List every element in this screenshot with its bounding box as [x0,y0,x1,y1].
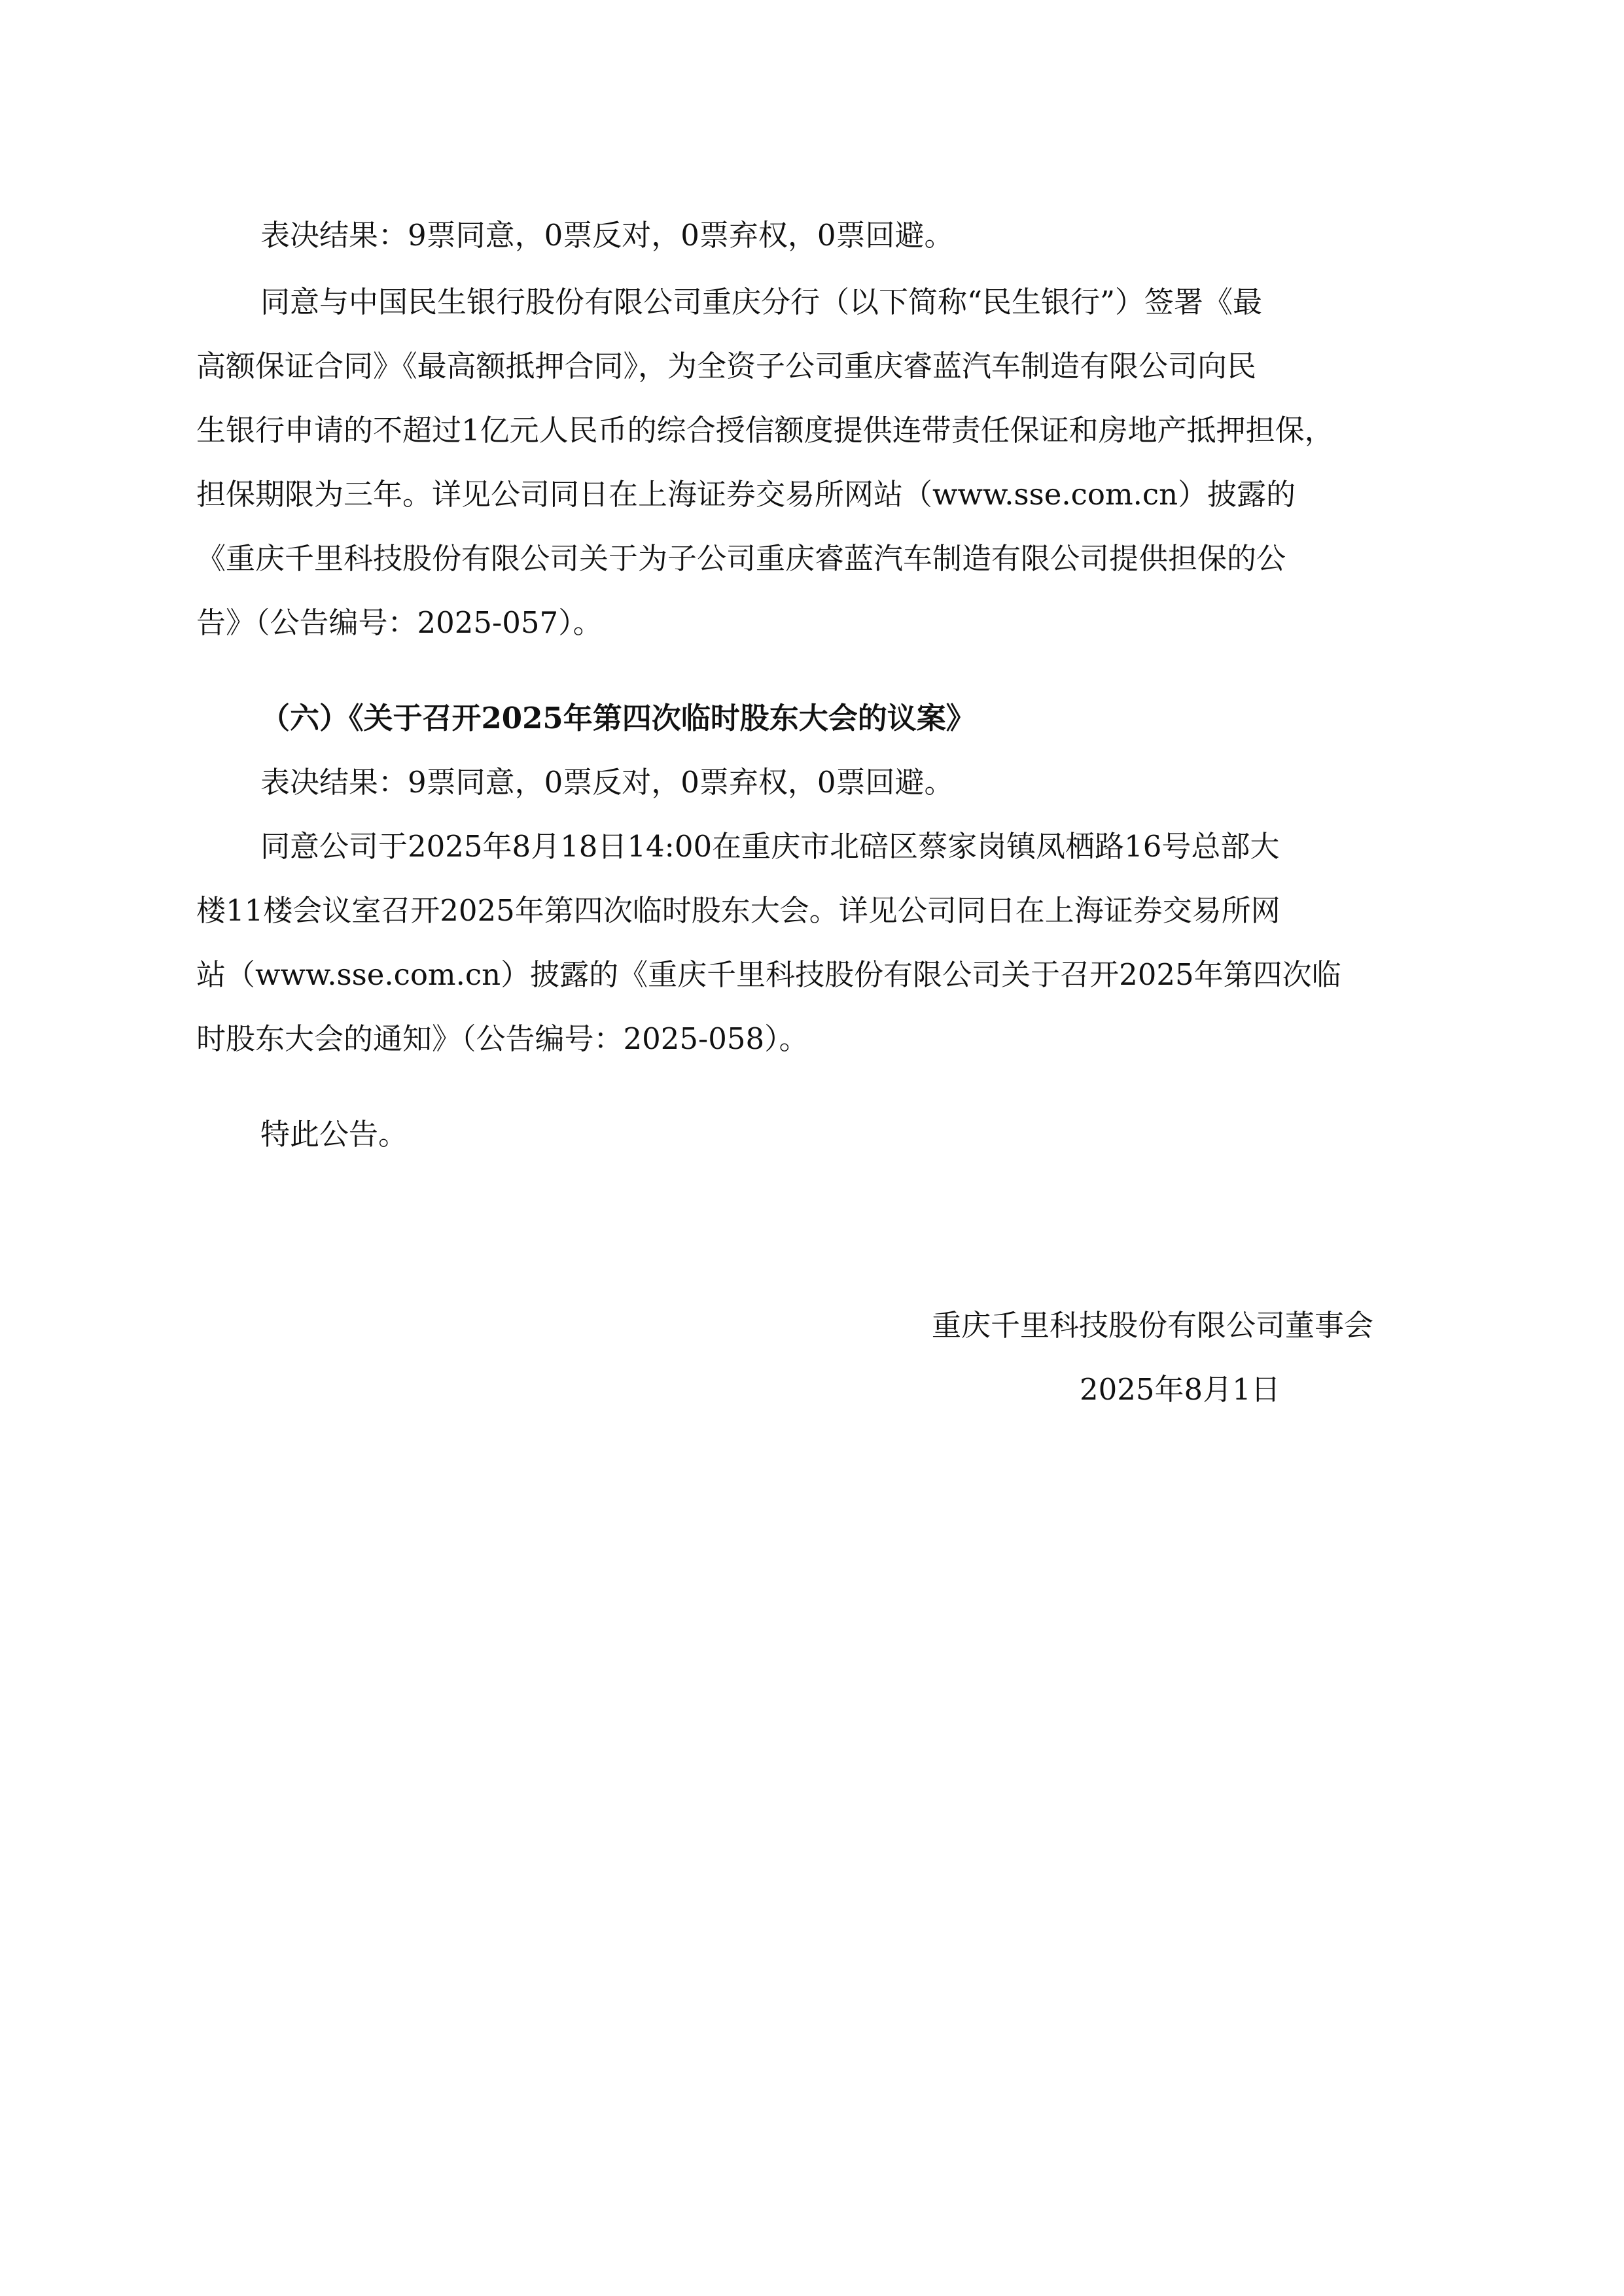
signature-company: 重庆千里科技股份有限公司董事会 [932,1308,1374,1343]
closing-statement: 特此公告。 [260,1117,408,1152]
paragraph-5-line-1: 同意与中国民生银行股份有限公司重庆分行（以下简称“民生银行”）签署《最 [260,285,1263,319]
paragraph-6-line-3: 站（www.sse.com.cn）披露的《重庆千里科技股份有限公司关于召开2025年第四次临 [196,957,1341,992]
paragraph-5-line-3: 生银行申请的不超过1亿元人民币的综合授信额度提供连带责任保证和房地产抵押担保， [196,413,1334,448]
section-6-heading: （六）《关于召开2025年第四次临时股东大会的议案》 [260,701,976,735]
paragraph-6-line-1: 同意公司于2025年8月18日14:00在重庆市北碚区蔡家岗镇凤栖路16号总部大 [260,829,1280,864]
paragraph-5-line-4: 担保期限为三年。详见公司同日在上海证券交易所网站（www.sse.com.cn）披露的 [196,477,1296,512]
paragraph-5-line-6: 告》（公告编号：2025-057）。 [196,605,603,640]
paragraph-6-line-2: 楼11楼会议室召开2025年第四次临时股东大会。详见公司同日在上海证券交易所网 [196,893,1280,928]
vote-result-5: 表决结果：9票同意，0票反对，0票弃权，0票回避。 [260,218,954,253]
paragraph-5-line-2: 高额保证合同》《最高额抵押合同》，为全资子公司重庆睿蓝汽车制造有限公司向民 [196,349,1257,383]
signature-date: 2025年8月1日 [1080,1372,1280,1407]
paragraph-5-line-5: 《重庆千里科技股份有限公司关于为子公司重庆睿蓝汽车制造有限公司提供担保的公 [196,541,1286,576]
paragraph-6-line-4: 时股东大会的通知》（公告编号：2025-058）。 [196,1021,809,1056]
vote-result-6: 表决结果：9票同意，0票反对，0票弃权，0票回避。 [260,765,954,800]
